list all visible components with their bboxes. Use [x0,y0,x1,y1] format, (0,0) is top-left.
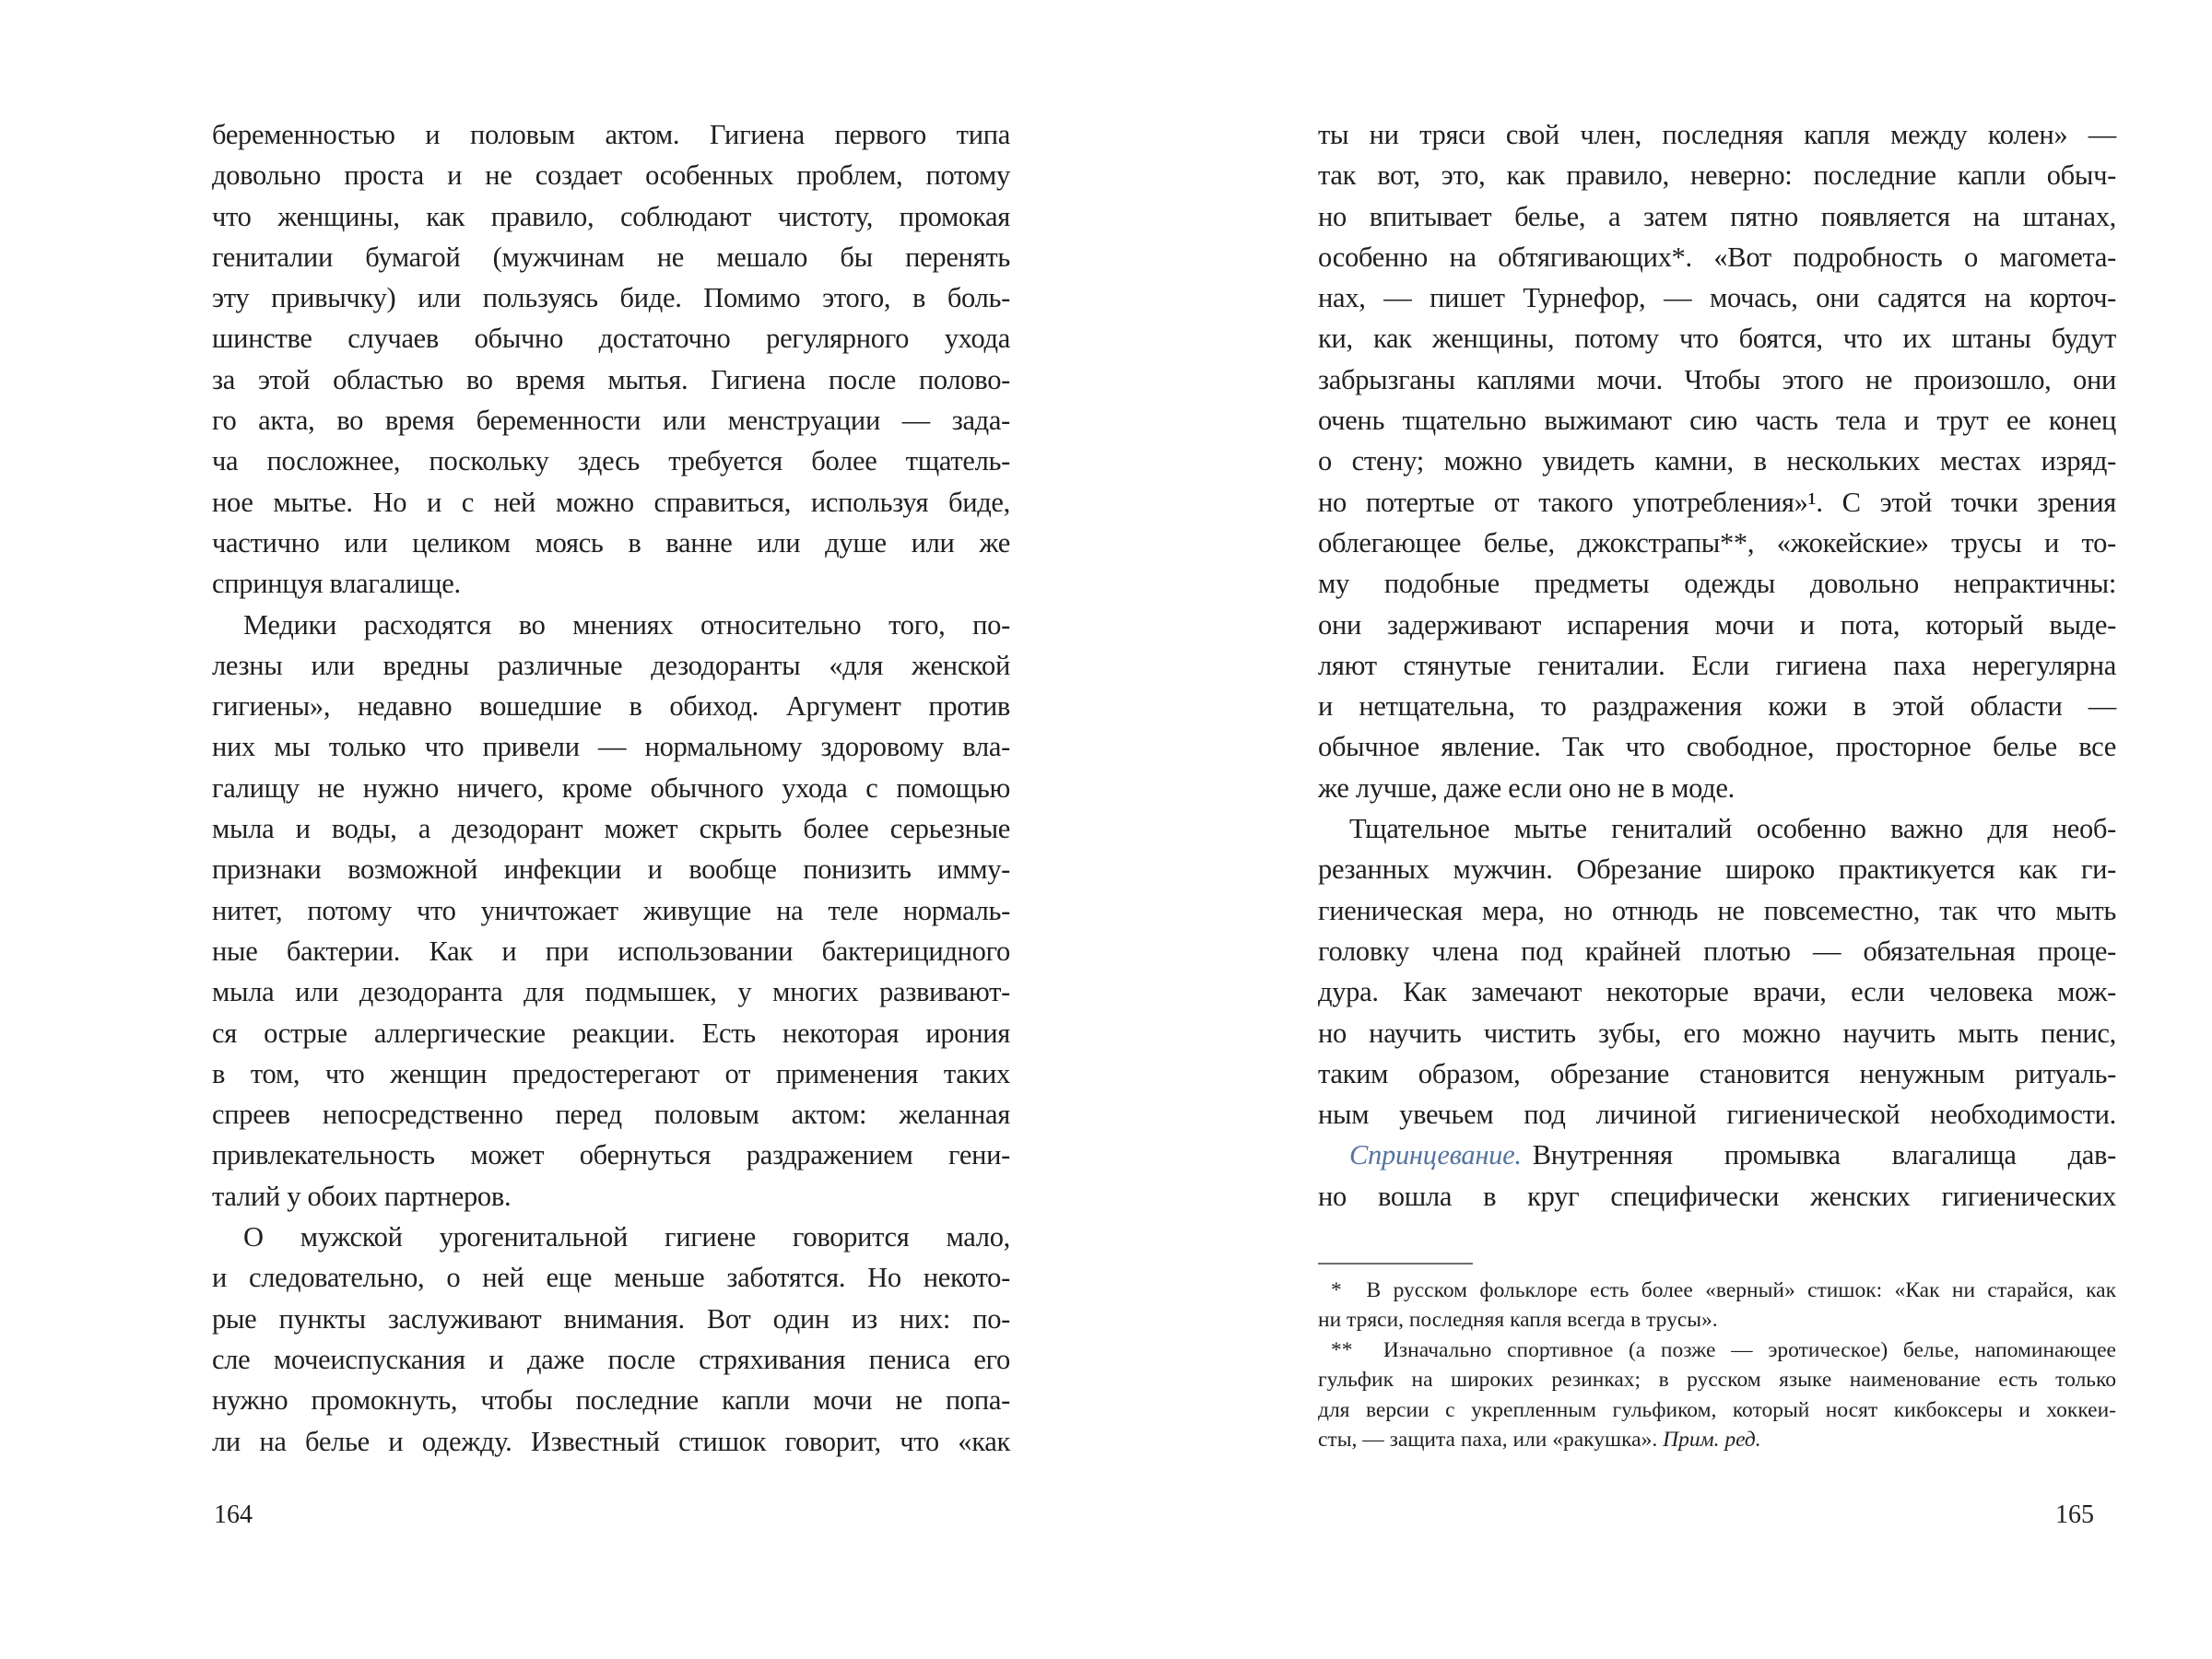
text-line: признаки возможной инфекции и вообще понизить имму- [212,853,1010,886]
text-line: нитет, потому что уничтожает живущие на теле нормаль- [212,894,1010,926]
footnote-block [1318,1276,2116,1454]
text-line: забрызганы каплями мочи. Чтобы этого не произошло, они [1318,363,2116,395]
text-line: они задерживают испарения мочи и пота, который выде- [1318,608,2116,641]
text-line: головку члена под крайней плотью — обязательная проце- [1318,935,2116,967]
text-line: резанных мужчин. Обрезание широко практикуется как ги- [1318,853,2116,886]
text-line: ся острые аллергические реакции. Есть некоторая ирония [212,1017,1010,1049]
text-line: ки, как женщины, потому что боятся, что их штаны будут [1318,323,2116,355]
text-line: ные бактерии. Как и при использовании бактерицидного [212,935,1010,967]
text-line: * В русском фольклоре есть более «верный» стишок: «Как ни старайся, как [1331,1278,2116,1302]
text-line: го акта, во время беременности или менструации — зада- [212,405,1010,437]
text-line: спринцуя влагалище. [212,568,461,600]
text-line: и нетщательна, то раздражения кожи в этой области — [1318,690,2116,723]
text-line: гигиены», недавно вошедшие в обиход. Аргумент против [212,690,1010,723]
text-line: ным увечьем под личиной гигиенической необходимости. [1318,1099,2116,1131]
text-line: так вот, это, как правило, неверно: последние капли обыч- [1318,159,2116,192]
text-line: очень тщательно выжимают сию часть тела и трут ее конец [1318,405,2116,437]
text-line: О мужской урогенитальной гигиене говорится мало, [243,1221,1010,1253]
text-line: гениталии бумагой (мужчинам не мешало бы перенять [212,241,1010,273]
text-line: мыла или дезодоранта для подмышек, у многих развивают- [212,976,1010,1008]
text-line: гиеническая мера, но отнюдь не повсеместно, так что мыть [1318,894,2116,926]
text-line: них мы только что привели — нормальному здоровому вла- [212,731,1010,763]
text-line: частично или целиком моясь в ванне или душе или же [212,526,1010,559]
text-line: Медики расходятся во мнениях относительно того, по- [243,608,1010,641]
footnote-separator [1318,1263,1473,1265]
text-line: сты, — защита паха, или «ракушка». Прим. ред. [1318,1427,1761,1452]
page-number-right: 165 [2055,1500,2094,1529]
text-line: ляют стянутые гениталии. Если гигиена паха нерегулярна [1318,649,2116,681]
run-in-heading: Спринцевание. [1349,1139,1522,1171]
text-line: и следовательно, о ней еще меньше заботятся. Но некото- [212,1262,1010,1294]
text-line: ное мытье. Но и с ней можно справиться, используя биде, [212,486,1010,518]
text-line: о стену; можно увидеть камни, в нескольких местах изряд- [1318,445,2116,477]
text-line: нужно промокнуть, чтобы последние капли мочи не попа- [212,1384,1010,1417]
text-line: таким образом, обрезание становится ненужным ритуаль- [1318,1057,2116,1089]
text-line: особенно на обтягивающих*. «Вот подробность о магомета- [1318,241,2116,273]
text-line: дура. Как замечают некоторые врачи, если человека мож- [1318,976,2116,1008]
text-line: Тщательное мытье гениталий особенно важно для необ- [1349,813,2116,845]
text-line: галищу не нужно ничего, кроме обычного ухода с помощью [212,771,1010,804]
text-line: ли на белье и одежду. Известный стишок говорит, что «как [212,1425,1010,1457]
text-line: что женщины, как правило, соблюдают чистоту, промокая [212,200,1010,232]
text-line: но научить чистить зубы, его можно научить мыть пенис, [1318,1017,2116,1049]
text-line: но потертые от такого употребления»¹. С этой точки зрения [1318,486,2116,518]
text-line: в том, что женщин предостерегают от применения таких [212,1057,1010,1089]
page-right-text-block [1318,114,2116,1217]
text-line: ча посложнее, поскольку здесь требуется более тщатель- [212,445,1010,477]
text-line: шинстве случаев обычно достаточно регулярного ухода [212,323,1010,355]
page-number-left: 164 [214,1500,253,1529]
text-line: но вошла в круг специфически женских гигиенических [1318,1180,2116,1212]
text-line: же лучше, даже если оно не в моде. [1318,771,1735,804]
text-line: обычное явление. Так что свободное, просторное белье все [1318,731,2116,763]
text-line: рые пункты заслуживают внимания. Вот один из них: по- [212,1302,1010,1335]
text-line: сле мочеиспускания и даже после стряхивания пениса его [212,1343,1010,1375]
text-line: для версии с укрепленным гульфиком, который носят кикбоксеры и хоккеи- [1318,1397,2116,1422]
text-line: за этой областью во время мытья. Гигиена после полово- [212,363,1010,395]
text-line: но впитывает белье, а затем пятно появляется на штанах, [1318,200,2116,232]
page-left-text-block [212,114,1010,1462]
text-line: беременностью и половым актом. Гигиена первого типа [212,119,1010,150]
text-line: привлекательность может обернуться раздражением гени- [212,1139,1010,1171]
text-line: гульфик на широких резинках; в русском языке наименование есть только [1318,1368,2116,1393]
text-line: мыла и воды, а дезодорант может скрыть более серьезные [212,813,1010,845]
text-line: нах, — пишет Турнефор, — мочась, они садятся на корточ- [1318,282,2116,314]
text-line: Спринцевание. Внутренняя промывка влагалища дав- [1349,1139,2116,1171]
text-line: му подобные предметы одежды довольно непрактичны: [1318,568,2116,600]
text-line: довольно проста и не создает особенных проблем, потому [212,159,1010,192]
text-line: ни тряси, последняя капля всегда в трусы». [1318,1308,1718,1333]
text-line: спреев непосредственно перед половым актом: желанная [212,1099,1010,1131]
editor-note: Прим. ред. [1663,1427,1761,1452]
text-line: эту привычку) или пользуясь биде. Помимо этого, в боль- [212,282,1010,314]
text-line: лезны или вредны различные дезодоранты «для женской [212,649,1010,681]
page-right [1106,0,2212,1659]
text-line: ты ни тряси свой член, последняя капля между колен» — [1318,119,2116,150]
text-line: ** Изначально спортивное (а позже — эротическое) белье, напоминающее [1331,1337,2116,1362]
text-line: талий у обоих партнеров. [212,1180,512,1212]
text-line: облегающее белье, джокстрапы**, «жокейские» трусы и то- [1318,526,2116,559]
